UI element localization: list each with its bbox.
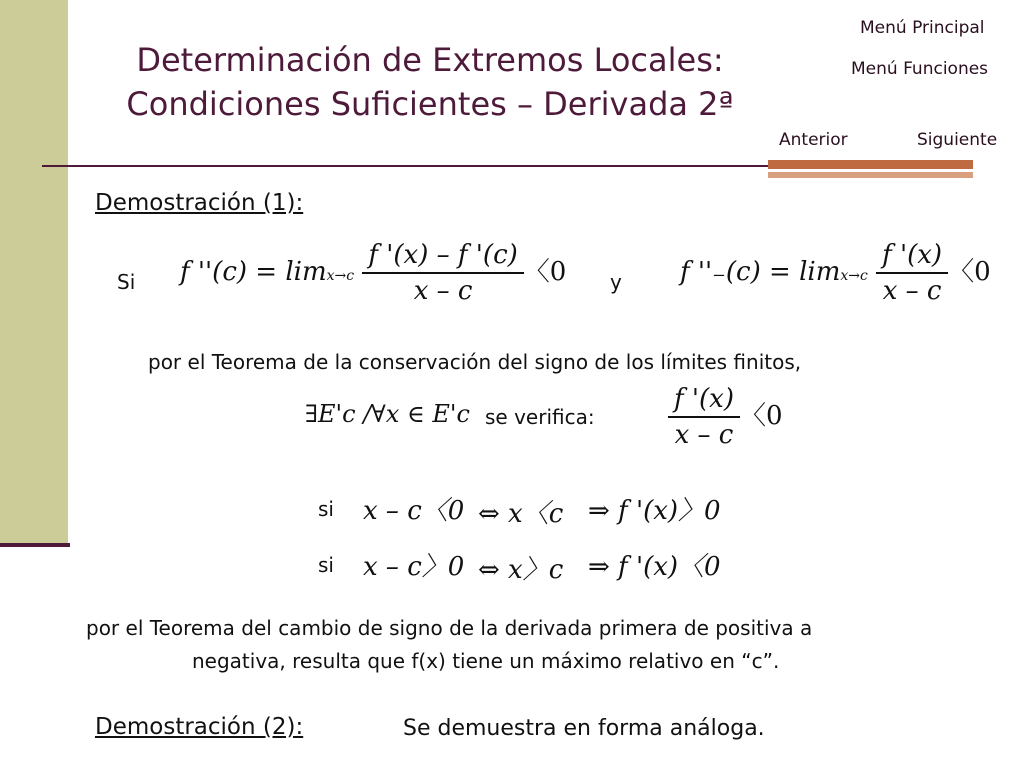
- case-2-condition: x – c〉0: [363, 552, 465, 582]
- sidebar-decoration: [0, 0, 68, 545]
- exists-neighborhood: ∃E'c /∀x ∈ E'c: [305, 400, 470, 428]
- eq3-relation: 〈0: [740, 401, 783, 431]
- proof-2-heading: Demostración (2):: [95, 714, 304, 740]
- conclusion-line-1: por el Teorema del cambio de signo de la derivada primera de positiva a: [86, 616, 813, 640]
- case-1-condition: x – c〈0: [363, 496, 465, 526]
- eq1-relation: 〈0: [523, 257, 567, 287]
- eq3-numerator: f '(x): [668, 384, 740, 418]
- proof-1-heading: Demostración (1):: [95, 190, 304, 216]
- case-2-equivalence: ⇔ x〉c: [478, 555, 564, 585]
- equation-left-second-derivative: [680, 240, 991, 306]
- eq2-limit-sub: x→c: [840, 268, 868, 284]
- conclusion-paragraph: [86, 612, 986, 678]
- eq1-denominator: x – c: [413, 276, 473, 306]
- title-line-2: Condiciones Suficientes – Derivada 2ª: [126, 85, 734, 123]
- eq2-lhs: f ''₋(c) = lim: [680, 257, 841, 287]
- eq1-numerator: f '(x) – f '(c): [362, 240, 523, 274]
- previous-link[interactable]: Anterior: [779, 130, 848, 150]
- header-accent-bar: [768, 160, 973, 169]
- case-1-implication: ⇒ f '(x)〉0: [588, 496, 721, 526]
- header-accent-bar-light: [768, 172, 973, 178]
- eq2-relation: 〈0: [948, 257, 991, 287]
- page-title: [80, 38, 780, 126]
- eq2-fraction: [876, 240, 948, 306]
- y-label: y: [610, 270, 622, 294]
- conclusion-line-2: negativa, resulta que f(x) tiene un máximo relativo en “c”.: [192, 649, 780, 673]
- header-divider: [42, 165, 772, 167]
- main-menu-link[interactable]: Menú Principal: [860, 18, 985, 38]
- proof-2-text: Se demuestra en forma análoga.: [403, 716, 765, 741]
- eq3-denominator: x – c: [674, 420, 734, 450]
- equation-first-derivative-ratio: [668, 384, 783, 450]
- next-link[interactable]: Siguiente: [917, 130, 998, 150]
- eq2-denominator: x – c: [882, 276, 942, 306]
- equation-second-derivative: [180, 240, 566, 306]
- se-verifica-text: se verifica:: [485, 405, 595, 429]
- eq1-limit-sub: x→c: [326, 268, 355, 284]
- eq2-numerator: f '(x): [876, 240, 948, 274]
- case-1-equivalence: ⇔ x〈c: [478, 499, 564, 529]
- case-2-implication: ⇒ f '(x)〈0: [588, 552, 721, 582]
- case-1-label: si: [318, 497, 334, 521]
- si-label: Si: [117, 270, 136, 294]
- eq1-fraction: [362, 240, 523, 306]
- case-2-label: si: [318, 553, 334, 577]
- theorem-conservation-text: por el Teorema de la conservación del signo de los límites finitos,: [148, 350, 802, 374]
- eq1-lhs: f ''(c) = lim: [180, 257, 327, 287]
- title-line-1: Determinación de Extremos Locales:: [136, 41, 724, 79]
- sidebar-divider: [0, 543, 70, 547]
- functions-menu-link[interactable]: Menú Funciones: [851, 59, 989, 79]
- eq3-fraction: [668, 384, 740, 450]
